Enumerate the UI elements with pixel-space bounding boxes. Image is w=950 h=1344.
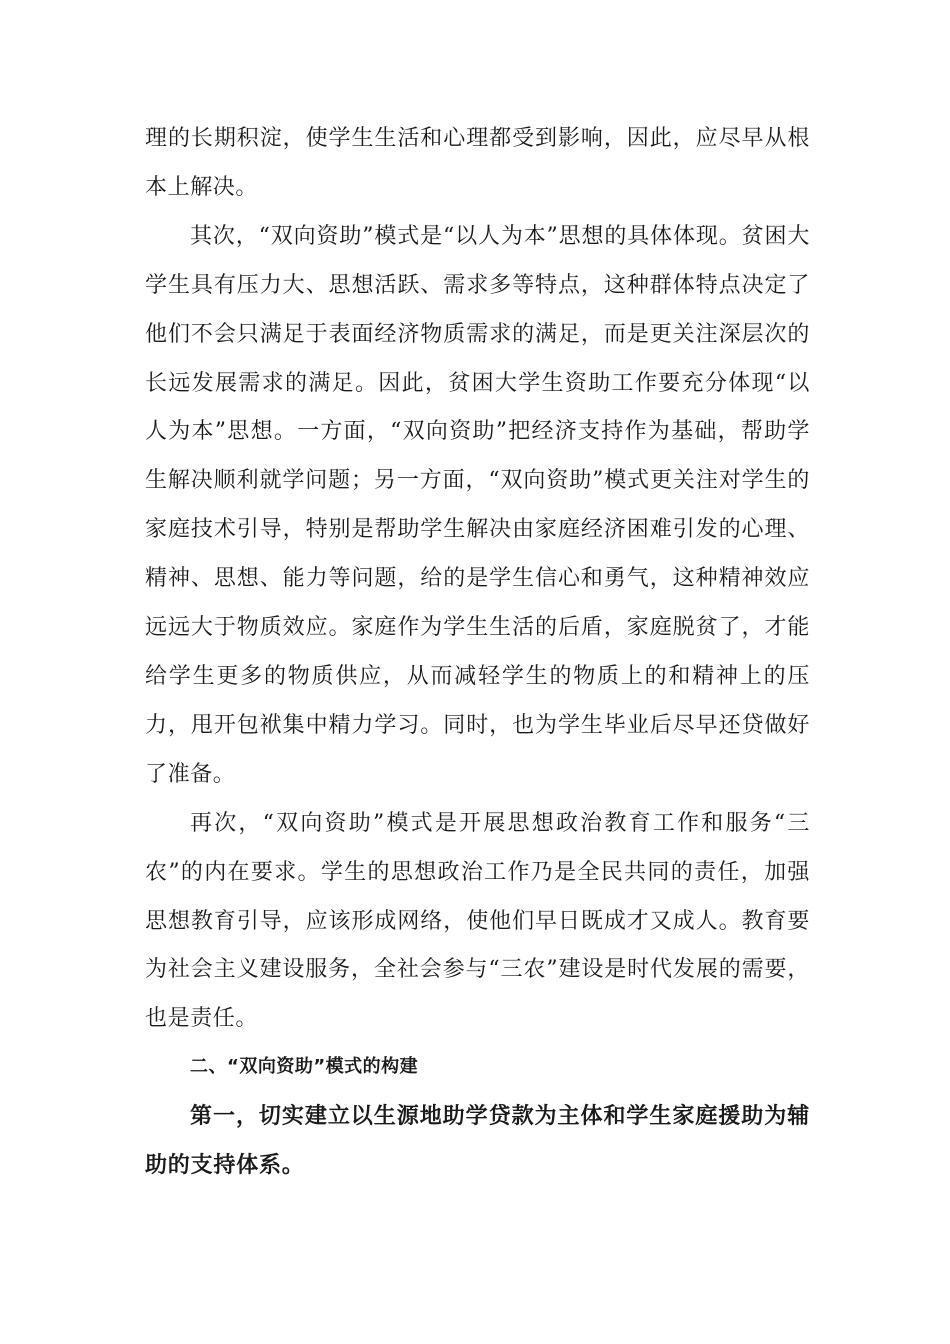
paragraph-secondly: 其次，“双向资助”模式是“以人为本”思想的具体体现。贫困大学生具有压力大、思想活跃、需求多等特点，这种群体特点决定了他们不会只满足于表面经济物质需求的满足，而是更关注深层次的长远发展需求的满足。因此，贫困大学生资助工作要充分体现“以人为本”思想。一方面，“双向资助”把经济支持作为基础，帮助学生解决顺利就学问题；另一方面，“双向资助”模式更关注对学生的家庭技术引导，特别是帮助学生解决由家庭经济困难引发的心理、精神、思想、能力等问题，给的是学生信心和勇气，这种精神效应远远大于物质效应。家庭作为学生生活的后盾，家庭脱贫了，才能给学生更多的物质供应，从而减轻学生的物质上的和精神上的压力，甩开包袱集中精力学习。同时，也为学生毕业后尽早还贷做好了准备。: [145, 223, 810, 787]
document-page: [145, 115, 810, 1190]
section-heading: 二、“双向资助”模式的构建: [190, 1056, 419, 1078]
paragraph-continuation: 理的长期积淀，使学生生活和心理都受到影响，因此，应尽早从根本上解决。: [145, 126, 810, 200]
subsection-heading: 第一，切实建立以生源地助学贷款为主体和学生家庭援助为辅助的支持体系。: [145, 1104, 810, 1179]
paragraph-thirdly: 再次，“双向资助”模式是开展思想政治教育工作和服务“三农”的内在要求。学生的思想政治工作乃是全民共同的责任，加强思想教育引导，应该形成网络，使他们早日既成才又成人。教育要为社会主义建设服务，全社会参与“三农”建设是时代发展的需要，也是责任。: [145, 810, 810, 1032]
